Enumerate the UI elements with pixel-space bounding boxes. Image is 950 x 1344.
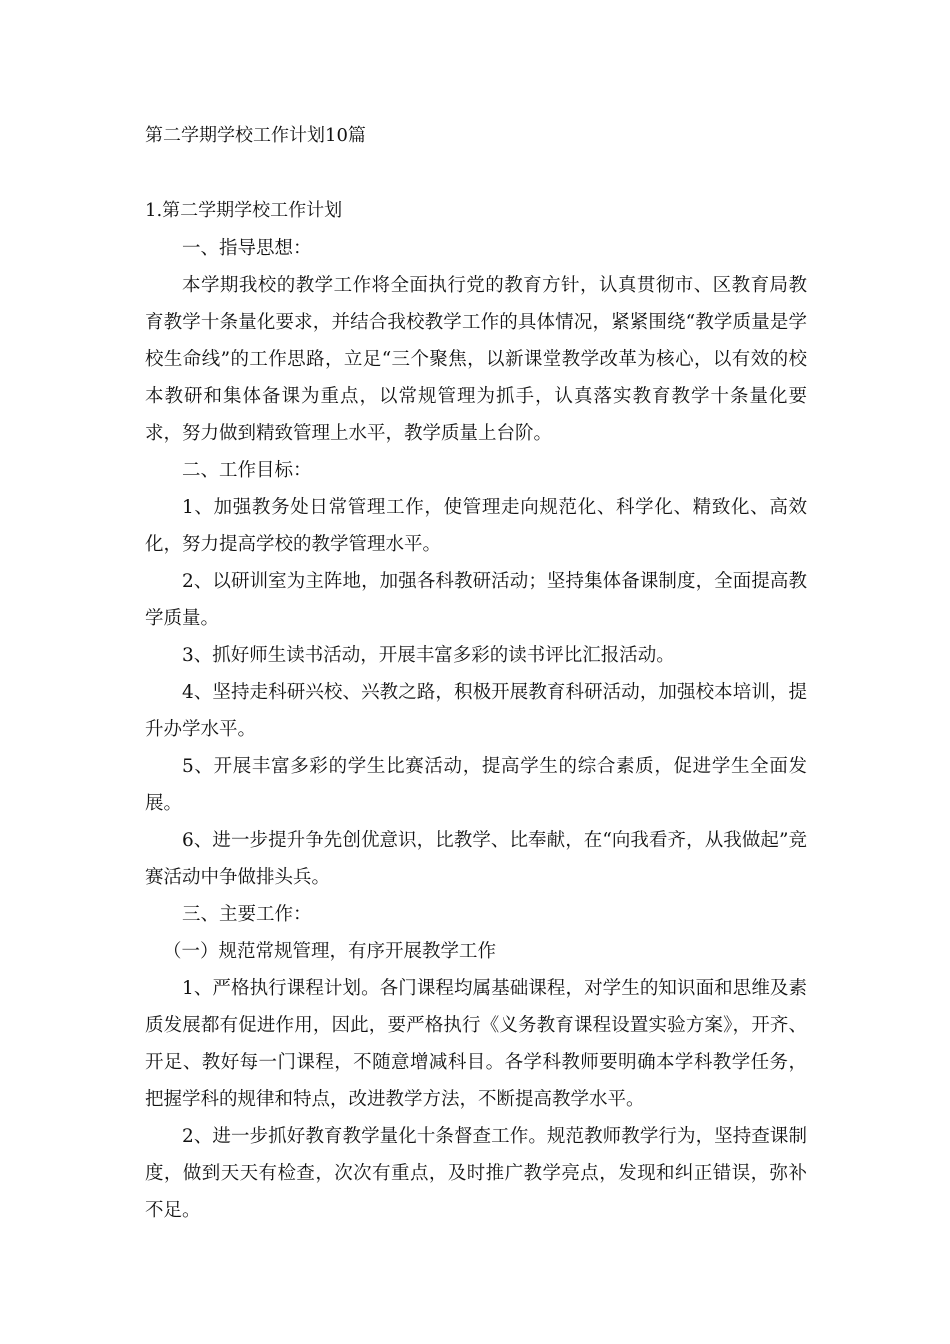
- document-body: [145, 230, 807, 1229]
- heading-main-work: 三、主要工作：: [182, 904, 312, 925]
- document-title: 第二学期学校工作计划10篇: [145, 125, 366, 146]
- heading-guiding-ideology: 一、指导思想：: [182, 238, 312, 259]
- paragraph-goal-5: 5、开展丰富多彩的学生比赛活动，提高学生的综合素质，促进学生全面发展。: [145, 756, 807, 814]
- subheading-routine-management: （一）规范常规管理，有序开展教学工作: [163, 941, 497, 962]
- paragraph-goal-4: 4、坚持走科研兴校、兴教之路，积极开展教育科研活动，加强校本培训，提升办学水平。: [145, 682, 807, 740]
- heading-work-goals: 二、工作目标：: [182, 460, 312, 481]
- paragraph-goal-1: 1、加强教务处日常管理工作，使管理走向规范化、科学化、精致化、高效化，努力提高学校的教学管理水平。: [145, 497, 807, 555]
- section-title: 1.第二学期学校工作计划: [145, 200, 343, 221]
- paragraph-work-1: 1、严格执行课程计划。各门课程均属基础课程，对学生的知识面和思维及素质发展都有促进作用，因此，要严格执行《义务教育课程设置实验方案》，开齐、开足、教好每一门课程，不随意增减科目。各学科教师要明确本学科教学任务，把握学科的规律和特点，改进教学方法，不断提高教学水平。: [145, 978, 807, 1110]
- paragraph-goal-3: 3、抓好师生读书活动，开展丰富多彩的读书评比汇报活动。: [182, 645, 675, 666]
- paragraph-work-2: 2、进一步抓好教育教学量化十条督查工作。规范教师教学行为，坚持查课制度，做到天天有检查，次次有重点，及时推广教学亮点，发现和纠正错误，弥补不足。: [145, 1126, 807, 1221]
- paragraph-guiding-ideology: 本学期我校的教学工作将全面执行党的教育方针，认真贯彻市、区教育局教育教学十条量化要求，并结合我校教学工作的具体情况，紧紧围绕“教学质量是学校生命线”的工作思路，立足“三个聚焦，以新课堂教学改革为核心，以有效的校本教研和集体备课为重点，以常规管理为抓手，认真落实教育教学十条量化要求，努力做到精致管理上水平，教学质量上台阶。: [145, 275, 807, 444]
- paragraph-goal-6: 6、进一步提升争先创优意识，比教学、比奉献，在“向我看齐，从我做起”竞赛活动中争做排头兵。: [145, 830, 807, 888]
- paragraph-goal-2: 2、以研训室为主阵地，加强各科教研活动；坚持集体备课制度，全面提高教学质量。: [145, 571, 807, 629]
